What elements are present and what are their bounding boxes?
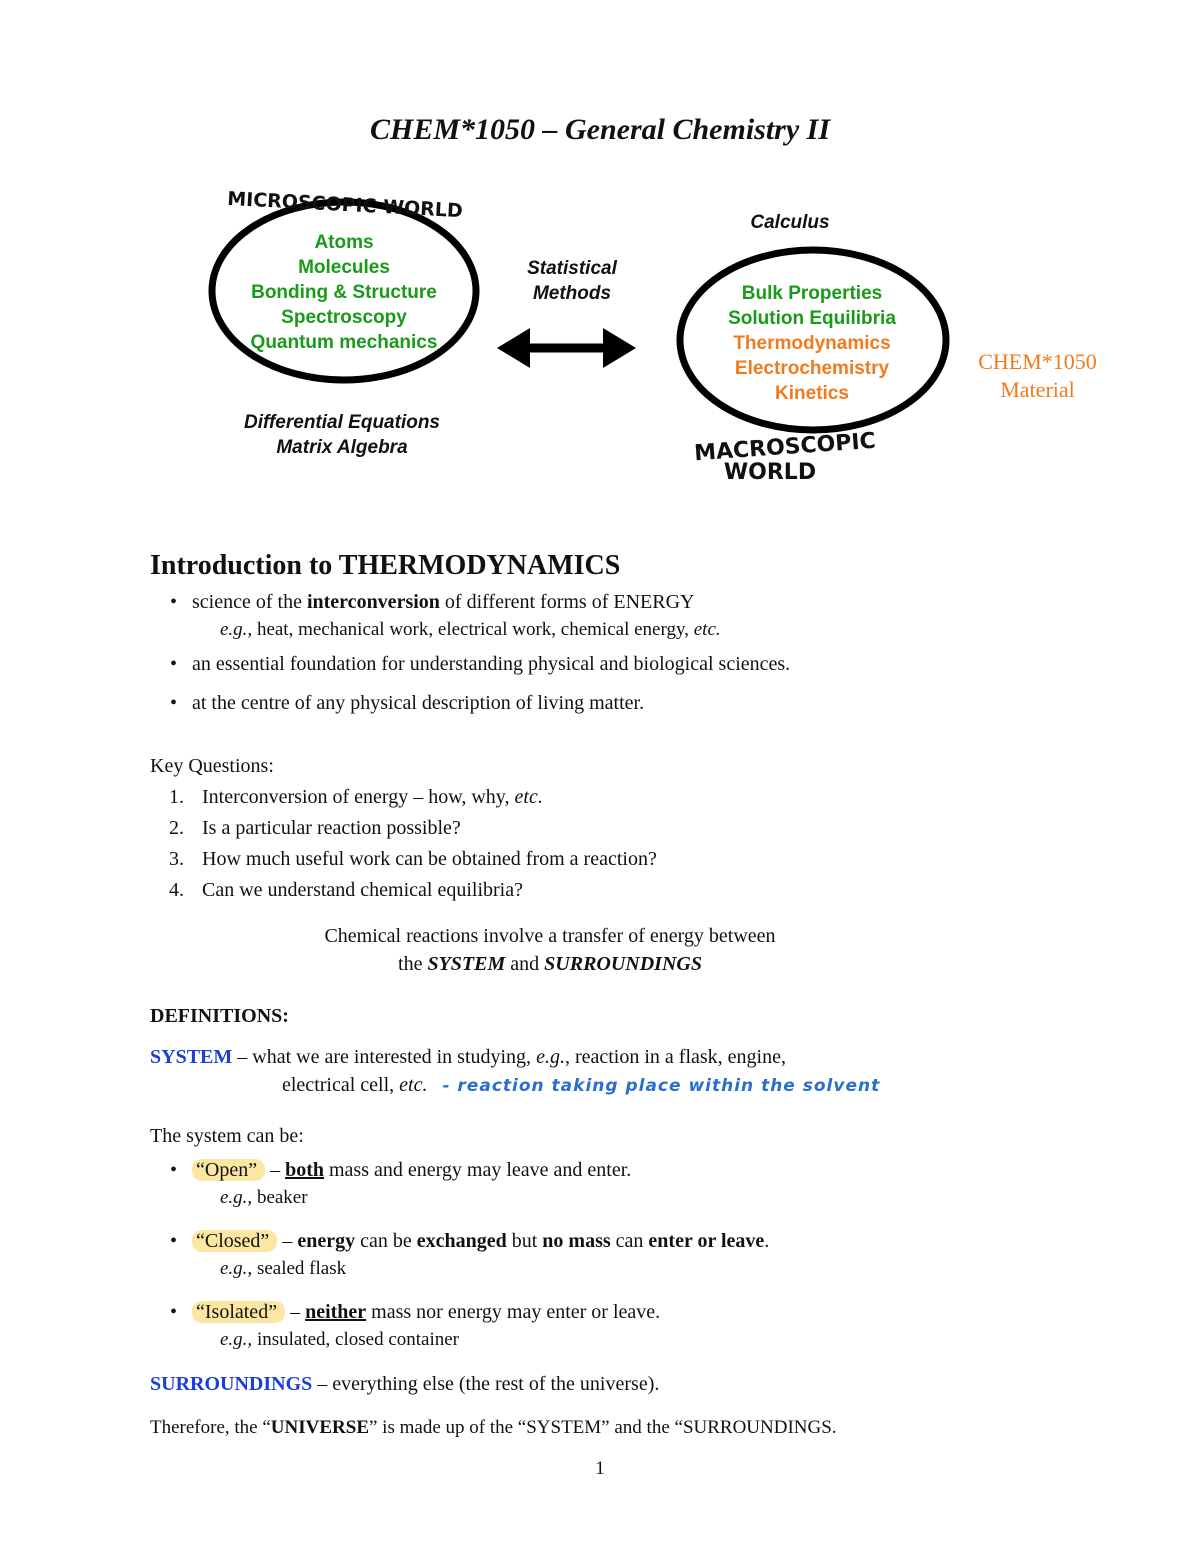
question-number: 3. bbox=[169, 848, 184, 870]
page-number: 1 bbox=[595, 1458, 605, 1479]
closed-example bbox=[150, 1255, 1110, 1283]
statement-line bbox=[250, 950, 850, 978]
question-number: 2. bbox=[169, 817, 184, 839]
macro-item: Solution Equilibria bbox=[728, 308, 896, 329]
underlined-text: neither bbox=[305, 1301, 367, 1323]
text: the bbox=[398, 953, 428, 975]
macro-world-label bbox=[660, 428, 910, 485]
question-number: 4. bbox=[169, 879, 184, 901]
highlighted-term: “Isolated” bbox=[192, 1301, 285, 1323]
italic-text: e.g. bbox=[220, 619, 248, 640]
key-questions-label: Key Questions: bbox=[150, 755, 274, 777]
term: SURROUNDINGS bbox=[150, 1373, 313, 1395]
italic-text: e.g. bbox=[536, 1046, 565, 1068]
diagram-shapes bbox=[0, 180, 1200, 500]
text: but bbox=[506, 1230, 543, 1252]
bold-text: enter or leave bbox=[648, 1230, 765, 1252]
bold-text: exchanged bbox=[416, 1230, 507, 1252]
text: science of the bbox=[192, 591, 307, 613]
text: can bbox=[610, 1230, 649, 1252]
text: can be bbox=[355, 1230, 417, 1252]
text: – bbox=[285, 1301, 306, 1323]
highlighted-term: “Closed” bbox=[192, 1230, 277, 1252]
bold-text: interconversion bbox=[306, 591, 440, 613]
intro-bullet: • at the centre of any physical description of living matter. bbox=[150, 689, 1050, 717]
italic-text: etc. bbox=[514, 786, 543, 808]
math-label: Matrix Algebra bbox=[276, 437, 408, 458]
macro-item: Electrochemistry bbox=[734, 358, 890, 379]
macro-item: Bulk Properties bbox=[741, 283, 883, 304]
system-types-label: The system can be: bbox=[150, 1125, 304, 1147]
macro-items bbox=[684, 281, 940, 406]
micro-item: Atoms bbox=[314, 232, 374, 253]
centered-statement bbox=[250, 922, 850, 978]
micro-items bbox=[214, 230, 474, 355]
term: SYSTEM bbox=[150, 1046, 233, 1068]
text: How much useful work can be obtained from a reaction? bbox=[202, 848, 657, 870]
micro-math bbox=[212, 410, 472, 460]
text: mass nor energy may enter or leave. bbox=[366, 1301, 661, 1323]
system-types bbox=[150, 1156, 1110, 1354]
text: and bbox=[505, 953, 545, 975]
text: Therefore, the “ bbox=[150, 1417, 271, 1438]
macro-world-line: MACROSCOPIC bbox=[693, 428, 877, 467]
text: – everything else (the rest of the universe). bbox=[312, 1373, 660, 1395]
bold-text: no mass bbox=[542, 1230, 611, 1252]
underlined-text: both bbox=[285, 1159, 324, 1181]
text: , heat, mechanical work, electrical work, chemical energy, bbox=[247, 619, 694, 640]
text: Interconversion of energy – how, why, bbox=[202, 786, 515, 808]
system-type-closed bbox=[150, 1227, 1110, 1255]
link-label-line: Statistical bbox=[527, 258, 617, 279]
isolated-example bbox=[150, 1326, 1110, 1354]
text: Can we understand chemical equilibria? bbox=[202, 879, 523, 901]
highlighted-term: “Open” bbox=[192, 1159, 265, 1181]
text: – what we are interested in studying, bbox=[232, 1046, 537, 1068]
macro-item: Kinetics bbox=[775, 383, 849, 404]
intro-bullet bbox=[150, 588, 1050, 616]
open-example bbox=[150, 1184, 1110, 1212]
text: Is a particular reaction possible? bbox=[202, 817, 461, 839]
micro-item: Molecules bbox=[298, 257, 390, 278]
intro-bullets bbox=[150, 588, 1050, 717]
text: – bbox=[277, 1230, 298, 1252]
text: mass and energy may leave and enter. bbox=[323, 1159, 632, 1181]
bold-text: UNIVERSE bbox=[270, 1417, 369, 1438]
surroundings-definition bbox=[150, 1370, 1110, 1398]
micro-item: Bonding & Structure bbox=[251, 282, 437, 303]
course-material-line: CHEM*1050 bbox=[978, 349, 1097, 374]
definitions-heading: DEFINITIONS: bbox=[150, 1005, 289, 1027]
system-type-isolated bbox=[150, 1298, 1110, 1326]
question-item bbox=[150, 876, 1050, 904]
system-type-open bbox=[150, 1156, 1110, 1184]
micro-item: Quantum mechanics bbox=[250, 332, 438, 353]
system-definition bbox=[150, 1043, 1110, 1100]
question-item bbox=[150, 845, 1050, 873]
text: insulated, closed container bbox=[252, 1329, 460, 1350]
course-material-label bbox=[955, 348, 1120, 404]
text: sealed flask bbox=[252, 1258, 347, 1279]
system-def-line bbox=[150, 1071, 1110, 1100]
micro-world-label: MICROSCOPIC WORLD bbox=[226, 187, 464, 223]
italic-text: etc. bbox=[693, 619, 721, 640]
question-item bbox=[150, 783, 1050, 811]
course-material-line: Material bbox=[1000, 377, 1075, 402]
handwritten-note: - reaction taking place within the solvent bbox=[442, 1076, 881, 1096]
bold-text: energy bbox=[297, 1230, 356, 1252]
italic-text: e.g., bbox=[220, 1329, 253, 1350]
page-title: CHEM*1050 – General Chemistry II bbox=[369, 113, 831, 146]
text: electrical cell, bbox=[282, 1074, 400, 1096]
italic-text: etc. bbox=[399, 1074, 428, 1096]
intro-example bbox=[150, 616, 1050, 644]
system-def-line bbox=[150, 1043, 1110, 1071]
universe-statement bbox=[150, 1415, 1110, 1441]
math-label: Differential Equations bbox=[243, 412, 440, 433]
intro-bullet: • an essential foundation for understanding physical and biological sciences. bbox=[150, 650, 1050, 678]
text: of different forms of ENERGY bbox=[439, 591, 695, 613]
bold-italic-text: SYSTEM bbox=[427, 953, 506, 975]
text: . bbox=[764, 1230, 770, 1252]
macro-world-line: WORLD bbox=[723, 460, 817, 485]
italic-text: e.g., bbox=[220, 1258, 253, 1279]
text: beaker bbox=[252, 1187, 308, 1208]
italic-text: e.g., bbox=[220, 1187, 253, 1208]
macro-math: Calculus bbox=[750, 212, 830, 233]
question-number: 1. bbox=[169, 786, 184, 808]
text: , reaction in a flask, engine, bbox=[564, 1046, 786, 1068]
section-heading: Introduction to THERMODYNAMICS bbox=[150, 550, 621, 581]
micro-item: Spectroscopy bbox=[281, 307, 407, 328]
text: ” is made up of the “SYSTEM” and the “SURROUNDINGS. bbox=[369, 1417, 837, 1438]
macro-item: Thermodynamics bbox=[733, 333, 891, 354]
text: – bbox=[265, 1159, 286, 1181]
question-item bbox=[150, 814, 1050, 842]
link-label bbox=[496, 256, 648, 306]
concept-diagram bbox=[0, 180, 1200, 500]
bold-italic-text: SURROUNDINGS bbox=[544, 953, 702, 975]
key-questions bbox=[150, 752, 1050, 904]
link-label-line: Methods bbox=[532, 283, 612, 304]
double-arrow-icon bbox=[497, 328, 636, 368]
statement-line: Chemical reactions involve a transfer of energy between bbox=[324, 925, 776, 947]
